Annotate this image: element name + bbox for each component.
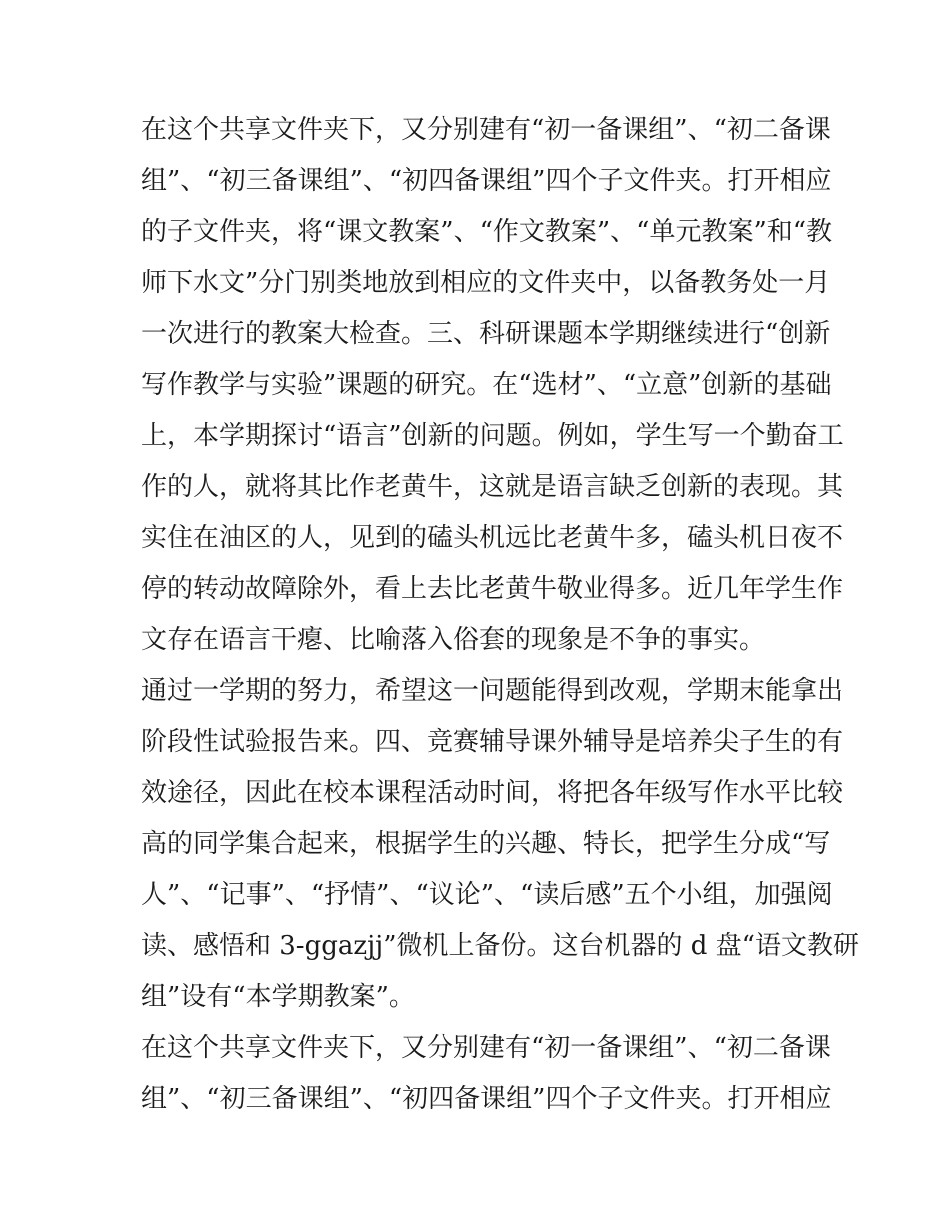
document-body <box>141 105 859 1125</box>
text-line: 实住在油区的人，见到的磕头机远比老黄牛多，磕头机日夜不 <box>141 523 844 553</box>
text-line: 师下水文”分门别类地放到相应的文件夹中，以备教务处一月 <box>141 268 831 298</box>
text-line: 通过一学期的努力，希望这一问题能得到改观，学期末能拿出 <box>141 676 844 706</box>
text-line: 人”、“记事”、“抒情”、“议论”、“读后感”五个小组，加强阅 <box>141 880 833 910</box>
paragraph <box>141 666 859 1023</box>
text-line: 组”、“初三备课组”、“初四备课组”四个子文件夹。打开相应 <box>141 166 832 196</box>
text-line: 效途径，因此在校本课程活动时间，将把各年级写作水平比较 <box>141 778 844 808</box>
text-line: 组”设有“本学期教案”。 <box>141 982 415 1012</box>
text-line: 在这个共享文件夹下，又分别建有“初一备课组”、“初二备课 <box>141 1033 831 1063</box>
paragraph <box>141 105 844 666</box>
text-line: 一次进行的教案大检查。三、科研课题本学期继续进行“创新 <box>141 319 831 349</box>
text-line: 阶段性试验报告来。四、竞赛辅导课外辅导是培养尖子生的有 <box>141 727 844 757</box>
paragraph <box>141 1023 832 1125</box>
text-line: 组”、“初三备课组”、“初四备课组”四个子文件夹。打开相应 <box>141 1084 832 1114</box>
text-line: 写作教学与实验”课题的研究。在“选材”、“立意”创新的基础 <box>141 370 832 400</box>
text-line: 在这个共享文件夹下，又分别建有“初一备课组”、“初二备课 <box>141 115 831 145</box>
text-line: 停的转动故障除外，看上去比老黄牛敬业得多。近几年学生作 <box>141 574 844 604</box>
text-line: 上，本学期探讨“语言”创新的问题。例如，学生写一个勤奋工 <box>141 421 844 451</box>
text-line: 文存在语言干瘪、比喻落入俗套的现象是不争的事实。 <box>141 625 766 655</box>
text-line: 作的人，就将其比作老黄牛，这就是语言缺乏创新的表现。其 <box>141 472 844 502</box>
text-line: 读、感悟和 3-ggazjj”微机上备份。这台机器的 d 盘“语文教研 <box>141 931 859 961</box>
text-line: 的子文件夹，将“课文教案”、“作文教案”、“单元教案”和“教 <box>141 217 833 247</box>
text-line: 高的同学集合起来，根据学生的兴趣、特长，把学生分成“写 <box>141 829 831 859</box>
